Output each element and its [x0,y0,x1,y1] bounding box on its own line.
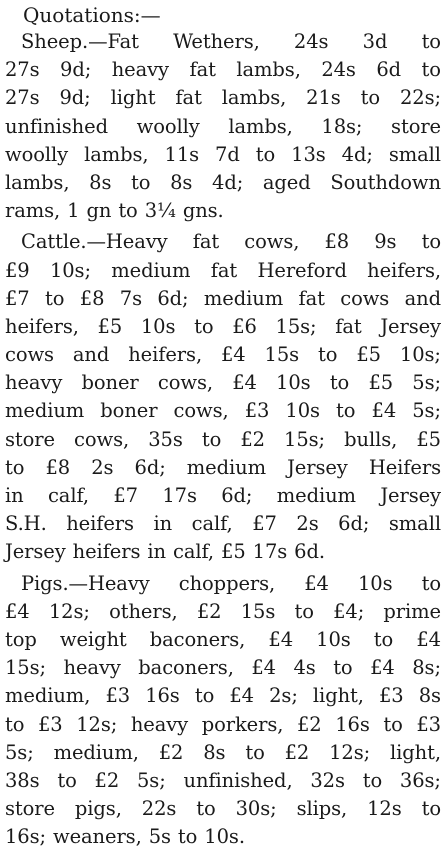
cattle-line: S.H. heifers in calf, £7 2s 6d; small [5,512,441,536]
sheep-line: woolly lambs, 11s 7d to 13s 4d; small [5,142,441,166]
cattle-line: cows and heifers, £4 15s to £5 10s; [5,343,441,367]
pigs-line: top weight baconers, £4 10s to £4 [5,627,441,651]
article-column [5,2,441,851]
pigs-line: 15s; heavy baconers, £4 4s to £4 8s; [5,656,441,680]
sheep-line: 27s 9d; light fat lambs, 21s to 22s; [5,86,441,110]
cattle-line: heifers, £5 10s to £6 15s; fat Jersey [5,314,441,338]
cattle-line: to £8 2s 6d; medium Jersey Heifers [5,455,441,479]
quotations-body [5,28,441,851]
quotations-heading: Quotations:— [23,3,161,27]
sheep-line: unfinished woolly lambs, 18s; store [5,114,441,138]
cattle-line: £9 10s; medium fat Hereford heifers, [5,258,441,282]
sheep-line: lambs, 8s to 8s 4d; aged Southdown [5,170,441,194]
cattle-line: Jersey heifers in calf, £5 17s 6d. [5,540,325,564]
pigs-line: 16s; weaners, 5s to 10s. [5,825,245,849]
pigs-line: 5s; medium, £2 8s to £2 12s; light, [5,740,441,764]
pigs-paragraph [5,570,441,851]
sheep-line: Sheep.—Fat Wethers, 24s 3d to [21,30,441,53]
cattle-line: heavy boner cows, £4 10s to £5 5s; [5,371,441,395]
cattle-line: in calf, £7 17s 6d; medium Jersey [5,484,441,507]
sheep-paragraph [5,28,441,225]
cattle-line: medium boner cows, £3 10s to £4 5s; [5,399,441,423]
cattle-line: £7 to £8 7s 6d; medium fat cows and [5,286,441,310]
cattle-line: store cows, 35s to £2 15s; bulls, £5 [5,427,441,451]
cattle-paragraph [5,228,441,566]
pigs-line: Pigs.—Heavy choppers, £4 10s to [21,571,441,595]
pigs-line: £4 12s; others, £2 15s to £4; prime [5,599,441,623]
sheep-line: rams, 1 gn to 3¼ gns. [5,199,224,223]
pigs-line: store pigs, 22s to 30s; slips, 12s to [5,797,441,821]
cattle-line: Cattle.—Heavy fat cows, £8 9s to [21,230,441,254]
sheep-line: 27s 9d; heavy fat lambs, 24s 6d to [5,58,441,82]
pigs-line: 38s to £2 5s; unfinished, 32s to 36s; [5,768,441,792]
pigs-line: medium, £3 16s to £4 2s; light, £3 8s [5,684,441,708]
pigs-line: to £3 12s; heavy porkers, £2 16s to £3 [5,712,441,736]
